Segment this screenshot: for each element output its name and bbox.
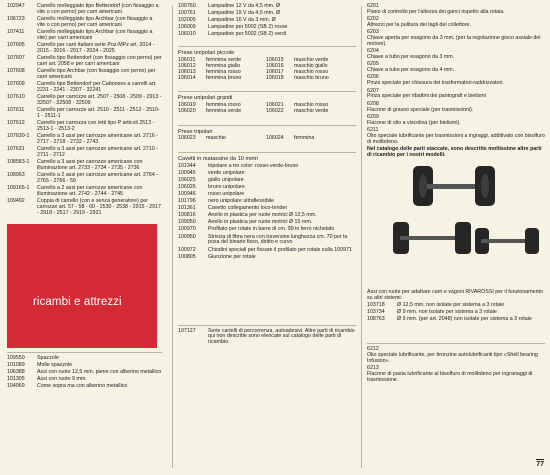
list-item	[367, 347, 545, 365]
footer-note	[178, 329, 356, 347]
item-text: femmina rosso	[206, 68, 241, 75]
item-code: 108763	[367, 316, 385, 323]
item-text: Carrello per carri italiani serie Poz-MPz art. 2014 - 2015 - 2016 - 2017 - 2024 - 2025	[37, 42, 155, 54]
list-item	[178, 32, 356, 38]
column-left	[7, 4, 162, 391]
item-text: maschio verde	[294, 56, 329, 63]
list-item	[367, 62, 545, 74]
item-text: Carrello tipo Bettendorf (con fissaggio con perno) per carri art. 2058 e per carri americani	[37, 55, 162, 67]
column-middle	[178, 4, 356, 347]
list-item	[367, 30, 545, 48]
item-number: 6208	[367, 100, 379, 107]
wheels-intro: Assi con ruote per adattare carri e vagoni RIVAROSSI per il funzionamento su altri sistemi:	[367, 289, 543, 301]
item-text: verde unipolare	[208, 169, 245, 176]
list-item	[367, 102, 545, 114]
list-item	[7, 199, 162, 217]
item-text: Lampadine 12 V da 4,5 mm. Ø	[208, 3, 281, 9]
item-code: 106012	[178, 62, 196, 69]
item-text: Carrello a 2 assi per carrozze americane con illuminazione art. 2742 - 2744 - 2745	[37, 185, 143, 197]
item-code: 108963	[7, 172, 25, 178]
item-text: Carrello per carrozze art. 2507 - 2508 - 2509 - 2913 - 32507 - 32508 - 32509	[37, 94, 162, 106]
cables-title: Cavetti in matassine da 10 metri	[178, 156, 258, 163]
item-text: femmina	[294, 135, 315, 142]
list-item	[7, 134, 162, 146]
item-text: Carrello molleggiato tipo Archbar (con fissaggio a vite o con perno) per carri americani	[37, 16, 153, 28]
list-item	[178, 206, 356, 212]
item-text: Carrello tipo Archbar (con fissaggio con perno) per carri americani	[37, 68, 156, 80]
item-code: 109050	[178, 219, 196, 226]
item-text: Cavetto collegamento loco-tender	[208, 205, 288, 212]
item-code: 100945	[178, 169, 196, 176]
list-item	[178, 25, 356, 31]
item-number: 6209	[367, 113, 379, 120]
item-number: 6207	[367, 87, 379, 94]
item-text: Striscia di fibra nera con traversine lunghezza cm. 70 per la posa del binario fisso, diritto e curvo	[208, 233, 348, 246]
item-text: maschio verde	[294, 107, 329, 114]
item-code: 100816	[178, 212, 196, 219]
item-text: Attrezzi per la pulitura dei tagli del collettore.	[367, 22, 471, 29]
item-code: 109550	[7, 354, 25, 361]
item-code: 106018	[266, 74, 284, 81]
item-text: Serie cartelli di percorrenza, autoadesivi. Altre parti di ricambio qui non descritte sono elencate sul catalogo delle parti di ricambio.	[208, 327, 355, 346]
list-item	[178, 11, 356, 17]
list-item	[178, 76, 356, 82]
list-item	[178, 227, 356, 233]
lubricants-list	[367, 347, 545, 384]
item-code: 103734	[367, 309, 385, 316]
list-item	[178, 248, 356, 254]
item-code: 106022	[266, 107, 284, 114]
item-text: Profilato per rotaie in barre di cm. 99 in ferro nichelato	[208, 226, 335, 233]
item-code: 106023	[178, 135, 196, 142]
item-code: 104969	[7, 383, 25, 390]
divider	[178, 91, 356, 92]
list-item	[178, 235, 356, 247]
brushes-axles-list	[7, 356, 162, 390]
item-text: Pinza speciale per chiusura dei trasformatori-raddrizzatori.	[367, 80, 504, 87]
item-text: Flacone di pasta lubrificante al bisolfuro di molibdeno per ingranaggi di trasmissione.	[367, 371, 533, 384]
item-code: 107411	[7, 29, 25, 35]
wheelset-small	[475, 228, 539, 254]
divider	[178, 152, 356, 153]
list-item	[178, 18, 356, 24]
column-divider	[172, 6, 173, 468]
wheelset-medium	[393, 222, 471, 254]
list-item	[178, 192, 356, 198]
item-text: femmina giallo	[206, 62, 241, 69]
item-code: 106020	[178, 107, 196, 114]
item-code: 107611	[7, 107, 25, 113]
list-item	[178, 213, 356, 219]
item-code: 106019	[178, 101, 196, 108]
list-item	[7, 384, 162, 390]
plugs-large-title: Prese unipolari grandi	[178, 95, 233, 102]
list-item	[367, 89, 545, 101]
item-code: 108583-1	[7, 159, 30, 165]
plugs-large-list	[178, 103, 356, 115]
item-text: Carrello molleggiato tipo Archbar (con fissaggio a vite) per carri americani	[37, 29, 153, 41]
item-code: 102947	[7, 3, 25, 9]
cables-list	[178, 164, 356, 261]
item-number: 6205	[367, 61, 379, 68]
list-item	[178, 109, 356, 115]
item-text: giallo unipolare	[208, 176, 244, 183]
item-text: Carrello per carrozze art. 2510 - 2511 - 2512 - 2510-1 - 2511-1	[37, 107, 160, 119]
item-text: maschio	[206, 135, 226, 142]
list-item	[7, 30, 162, 42]
item-text: Ø 9 mm. (per art. 2048) non isolate per sistema a 3 rotaie	[397, 316, 532, 323]
item-code: 106009	[178, 24, 196, 31]
list-item	[178, 220, 356, 226]
list-item	[367, 128, 545, 146]
list-item	[7, 95, 162, 107]
item-number: 6204	[367, 48, 379, 55]
item-code: 101089	[7, 361, 25, 368]
item-code: 107127	[178, 327, 196, 334]
list-item	[7, 356, 162, 362]
item-number: 6211	[367, 126, 379, 133]
item-text: Carrello a 3 assi per carrozze americane art. 2716 - 2717 - 2718 - 2732 - 2743	[37, 133, 158, 145]
item-code: 107631	[7, 146, 25, 152]
item-text: femmina verde	[206, 56, 242, 63]
item-number: 6212	[367, 346, 379, 353]
item-number: 6203	[367, 29, 379, 36]
list-item	[367, 17, 545, 29]
item-number: 6206	[367, 74, 379, 81]
item-text: Carrello tipo Bettendorf per Cabooses a carrelli art. 2231 - 2241 - 2307 - 32241	[37, 81, 157, 93]
item-text: Chiodini speciali per fissare il profilato per rotaie sulla 100971	[208, 246, 352, 253]
item-text: nero unipolare ultraflessibile	[208, 198, 274, 205]
item-text: Lampadine 19 V da 4,5 mm. Ø	[208, 10, 281, 17]
item-text: Flacone di grasso speciale (per trasmissioni).	[367, 106, 474, 113]
item-code: 107609	[7, 81, 25, 87]
list-item	[7, 186, 162, 198]
section-title-box	[7, 224, 157, 348]
item-text: Piano di controllo per l'altezza dei ganci rispetto alla rotaia.	[367, 8, 505, 15]
list-item	[367, 310, 545, 316]
tripolar-list	[178, 136, 356, 142]
item-code: 106010	[178, 31, 196, 38]
list-item	[178, 199, 356, 205]
list-item	[367, 49, 545, 61]
list-item	[7, 173, 162, 185]
item-code: 103718	[367, 302, 385, 309]
item-code: 101344	[178, 162, 196, 169]
list-item	[178, 255, 356, 261]
divider	[367, 343, 545, 344]
list-item	[7, 108, 162, 120]
item-text: Carrello a 3 assi per carrozze americane art. 2710 - 2711 - 2712	[37, 146, 158, 158]
item-code: 107608	[7, 68, 25, 74]
list-item	[367, 4, 545, 16]
item-text: Flacone di olio a viscolina (per bielismi).	[367, 119, 461, 126]
item-code: 107607	[7, 55, 25, 61]
list-item	[178, 178, 356, 184]
item-code: 106017	[266, 68, 284, 75]
item-text: maschio bruno	[294, 74, 329, 81]
item-text: Chiave a tubo per esagono da 4 mm.	[367, 67, 455, 74]
item-text: Molle spazzole	[37, 361, 73, 368]
item-text: Olio speciale lubrificante per trasmissioni a ingraggi, additivato con bisolfuro di molibdeno.	[367, 132, 545, 145]
item-code: 107610	[7, 94, 25, 100]
item-number: 6213	[367, 365, 379, 372]
page-number: 77	[536, 461, 544, 468]
item-text: Coppia di carrello (con e senza generatore) per carrozze art. 57 - 58 - 60 - 2530 - 2538 - 2915 - 2917 - 2918 - 2517 - 2919 - 2921	[37, 198, 161, 216]
list-item	[7, 363, 162, 369]
item-text: Lampadine per 5002 (SB 2) verdi	[208, 31, 287, 38]
list-item	[367, 366, 545, 384]
item-code: 100946	[178, 191, 196, 197]
wheelset-large	[413, 166, 495, 206]
item-text: Ø 9 mm. non isolate per sistema a 3 rotaie	[397, 309, 497, 316]
list-item	[178, 4, 356, 10]
wheelset-photo	[367, 164, 545, 282]
catalog-note: Nel catalogo delle parti staccate, sono descritte moltissime altre parti di ricambio per i nostri modelli.	[367, 145, 542, 158]
list-item	[367, 317, 545, 323]
item-text: Carrello molleggiato tipo Bettendorf (con fissaggio a vite o con perno) per carri americani	[37, 3, 159, 15]
list-item	[7, 121, 162, 133]
divider	[178, 125, 356, 126]
item-text: Assi con ruote 12,5 mm. piene con alberino metallico	[37, 368, 162, 375]
item-text: Come sopra ma con alberino metallico	[37, 383, 128, 390]
item-code: 100950	[178, 233, 196, 240]
item-number: 6202	[367, 16, 379, 23]
item-text: Assi con ruote 9 mm.	[37, 376, 87, 382]
list-item	[7, 147, 162, 159]
item-text: Lampadine 16 V da 3 mm. Ø	[208, 17, 276, 24]
item-text: Chiave a tubo per esagono da 3 mm.	[367, 54, 455, 61]
item-text: rosso unipolare	[208, 191, 245, 197]
item-code: 106723	[7, 16, 25, 22]
item-text: Olio speciale lubrificante, per bronzine autolubrificanti tipo «Shell bearing Infusion».	[367, 352, 538, 365]
item-code: 106388	[7, 368, 25, 375]
tools-list	[367, 4, 545, 146]
item-code: 109165-1	[7, 185, 30, 191]
list-item	[178, 136, 356, 142]
list-item	[7, 43, 162, 55]
item-code: 101305	[7, 376, 25, 382]
item-text: Chiave aperta per esagono da 3 mm. (per la regolazione gioco assiale del motore).	[367, 35, 541, 48]
list-item	[367, 75, 545, 87]
item-text: bruno unipolare	[208, 183, 245, 190]
item-text: Carrello a 3 assi per carrozze americane con illuminazione art. 2733 - 2734 - 2735 - 2736	[37, 159, 143, 171]
item-text: femmina rosso	[206, 101, 241, 108]
item-code: 107605	[7, 42, 25, 48]
plugs-small-title: Prese unipolari piccole	[178, 50, 235, 57]
item-code: 106014	[178, 74, 196, 81]
item-code: 100970	[178, 226, 196, 233]
item-code: 106026	[178, 183, 196, 190]
item-code: 106024	[266, 135, 284, 142]
item-code: 100805	[178, 253, 196, 260]
item-text: femmina bruno	[206, 74, 242, 81]
item-text: maschio rosso	[294, 101, 329, 108]
item-code: 101361	[178, 205, 196, 212]
item-code: 106016	[266, 62, 284, 69]
item-text: Ø 12,5 mm. non isolate per sistema a 3 rotaie	[397, 302, 505, 309]
list-item	[367, 115, 545, 127]
item-code: 106021	[266, 101, 284, 108]
tripolar-title: Prese tripolari	[178, 128, 213, 135]
item-text: tripolare a tre color: rosso-verde-bruno	[208, 162, 299, 169]
item-text: Anello in plastica per ruote motrici Ø 12,5 mm.	[208, 212, 317, 219]
list-item	[178, 171, 356, 177]
item-code: 100761	[178, 10, 196, 17]
item-code: 101796	[178, 198, 196, 205]
list-item	[7, 17, 162, 29]
column-right	[367, 4, 545, 385]
item-text: Spazzole	[37, 354, 59, 361]
wheels-list	[367, 303, 545, 323]
item-text: Giunzione per rotaie	[208, 253, 256, 260]
item-code: 100972	[178, 246, 196, 253]
list-item	[7, 69, 162, 81]
list-item	[178, 185, 356, 191]
list-item	[7, 160, 162, 172]
section-title: ricambi e attrezzi	[33, 295, 122, 308]
item-code: 107630-1	[7, 133, 30, 139]
bogie-list	[7, 4, 162, 217]
lamps-list	[178, 4, 356, 38]
list-item	[7, 56, 162, 68]
divider	[178, 46, 356, 47]
plugs-small-list	[178, 58, 356, 82]
item-text: maschio giallo	[294, 62, 328, 69]
item-code: 109492	[7, 198, 25, 204]
divider	[178, 325, 356, 326]
item-code: 100760	[178, 3, 196, 9]
item-text: Carrello a 2 assi per carrozze americane art. 2764 - 2765 - 2766 - 59	[37, 172, 158, 184]
list-item	[7, 82, 162, 94]
item-code: 106025	[178, 176, 196, 183]
list-item	[367, 303, 545, 309]
item-code: 106013	[178, 68, 196, 75]
item-text: femmina verde	[206, 107, 242, 114]
item-text: Carrello per carrozza con letti tipo P articoli 2513 - 2513-1 - 2513-2	[37, 120, 155, 132]
list-item	[7, 370, 162, 376]
list-item	[7, 377, 162, 383]
column-divider	[361, 6, 362, 468]
item-code: 107612	[7, 120, 25, 126]
list-item	[7, 4, 162, 16]
item-text: Anello in plastica per ruote motrici Ø 15 mm.	[208, 219, 313, 226]
list-item	[178, 164, 356, 170]
divider	[7, 352, 162, 353]
item-text: Pinza speciale per ribattini dei pantografi e bielismi	[367, 93, 486, 100]
item-code: 106011	[178, 56, 196, 63]
item-text: Lampadine per 5002 (SB 2) rosse	[208, 24, 288, 31]
item-code: 102005	[178, 17, 196, 24]
item-code: 106015	[266, 56, 284, 63]
item-number: 6201	[367, 3, 379, 9]
item-text: maschio rosso	[294, 68, 329, 75]
